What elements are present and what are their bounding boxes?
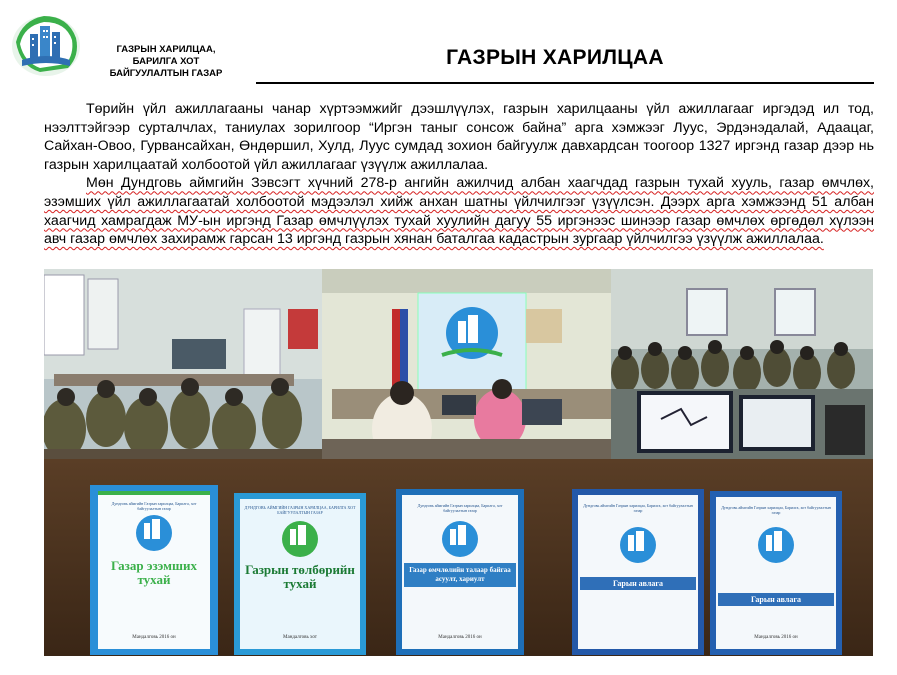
organization-logo	[10, 8, 82, 80]
booklet-2-header: ДУНДГОВЬ АЙМГИЙН ГАЗРЫН ХАРИЛЦАА, БАРИЛГА ХОТ БАЙГУУЛАЛТЫН ГАЗАР	[244, 505, 356, 515]
photo-booklets	[44, 459, 873, 656]
booklet-5-title: Гарын авлага	[718, 593, 834, 606]
booklet-3-footer: Мандалговь 2016 он	[438, 635, 482, 640]
booklet-1-footer: Мандалговь 2016 он	[132, 635, 176, 640]
paragraph-2: Мөн Дундговь аймгийн Зэвсэгт хүчний 278-р ангийн ажилчид албан хаагчдад газрын тухай хууль, газар өмчлөх, эзэмших үйл ажиллагаатай холбоотой мэдээлэл хийж анхан шатны үйлчилгээг үзүүлсэн. Дээрх арга хэмжээнд 51 албан хаагчид хамрагдаж МУ-ын иргэнд Газар өмчлүүлэх тухай хуулийн дагуу 55 иргэнээс шинээр газар өмчлөх өргөдөл хүлээн авч газар өмчлөх захирамж гарсан 13 иргэнд газрын хянан баталгаа кадастрын зургаар үйлчилгээ үзүүлж ажиллалаа.	[44, 175, 874, 248]
organization-name	[96, 44, 236, 80]
booklet-3-header: Дундговь аймгийн Газрын харилцаа, Барилга, хот байгуулалтын газар	[417, 503, 503, 513]
booklet-1-header: Дундговь аймгийн Газрын харилцаа, Барилга, хот байгуулалтын газар	[111, 501, 197, 511]
photo-service-desk	[322, 269, 611, 459]
paragraph-1: Төрийн үйл ажиллагааны чанар хүртээмжийг дээшлүүлэх, газрын харилцааны үйл ажиллагааг иргэдэд ил тод, нээлттэйгээр сурталчлах, таниулах зорилгоор “Иргэн таныг сонсож байна” арга хэмжээг Луус, Эрдэнэдалай, Адаацаг, Сайхан-Овоо, Гурвансайхан, Өндөршил, Хулд, Луус сумдад зохион байгуулж давхардсан тоогоор 1327 иргэнд газар дээр нь газрын харилцаатай холбоотой үйл ажиллагааг үзүүлж ажиллалаа.	[44, 101, 874, 173]
body-text	[44, 100, 874, 249]
org-line-1: ГАЗРЫН ХАРИЛЦАА,	[116, 44, 216, 55]
photo-meeting-room	[44, 269, 322, 459]
booklet-4-header: Дундговь аймгийн Газрын харилцаа, Барилга, хот байгуулалтын газар	[583, 503, 693, 513]
booklet-3-title: Газар өмчлөлийн талаар байгаа асуулт, хариулт	[404, 563, 516, 587]
booklet-2-footer: Мандалговь хот	[283, 635, 317, 640]
page-title: ГАЗРЫН ХАРИЛЦАА	[446, 46, 664, 69]
booklet-5-footer: Мандалговь 2016 он	[754, 635, 798, 640]
booklet-2-title: Газрын төлбөрийн тухай	[245, 562, 355, 591]
photo-computer-session	[611, 269, 873, 459]
booklet-4	[572, 489, 704, 655]
org-line-3: БАЙГУУЛАЛТЫН ГАЗАР	[109, 68, 223, 79]
booklet-5	[710, 491, 842, 655]
org-line-2: БАРИЛГА ХОТ	[132, 56, 200, 67]
booklet-5-header: Дундговь аймгийн Газрын харилцаа, Барилга, хот байгуулалтын газар	[721, 505, 831, 515]
title-underline	[256, 82, 874, 84]
booklet-4-title: Гарын авлага	[580, 577, 696, 590]
booklet-1-title: Газар эзэмших тухай	[111, 558, 197, 587]
